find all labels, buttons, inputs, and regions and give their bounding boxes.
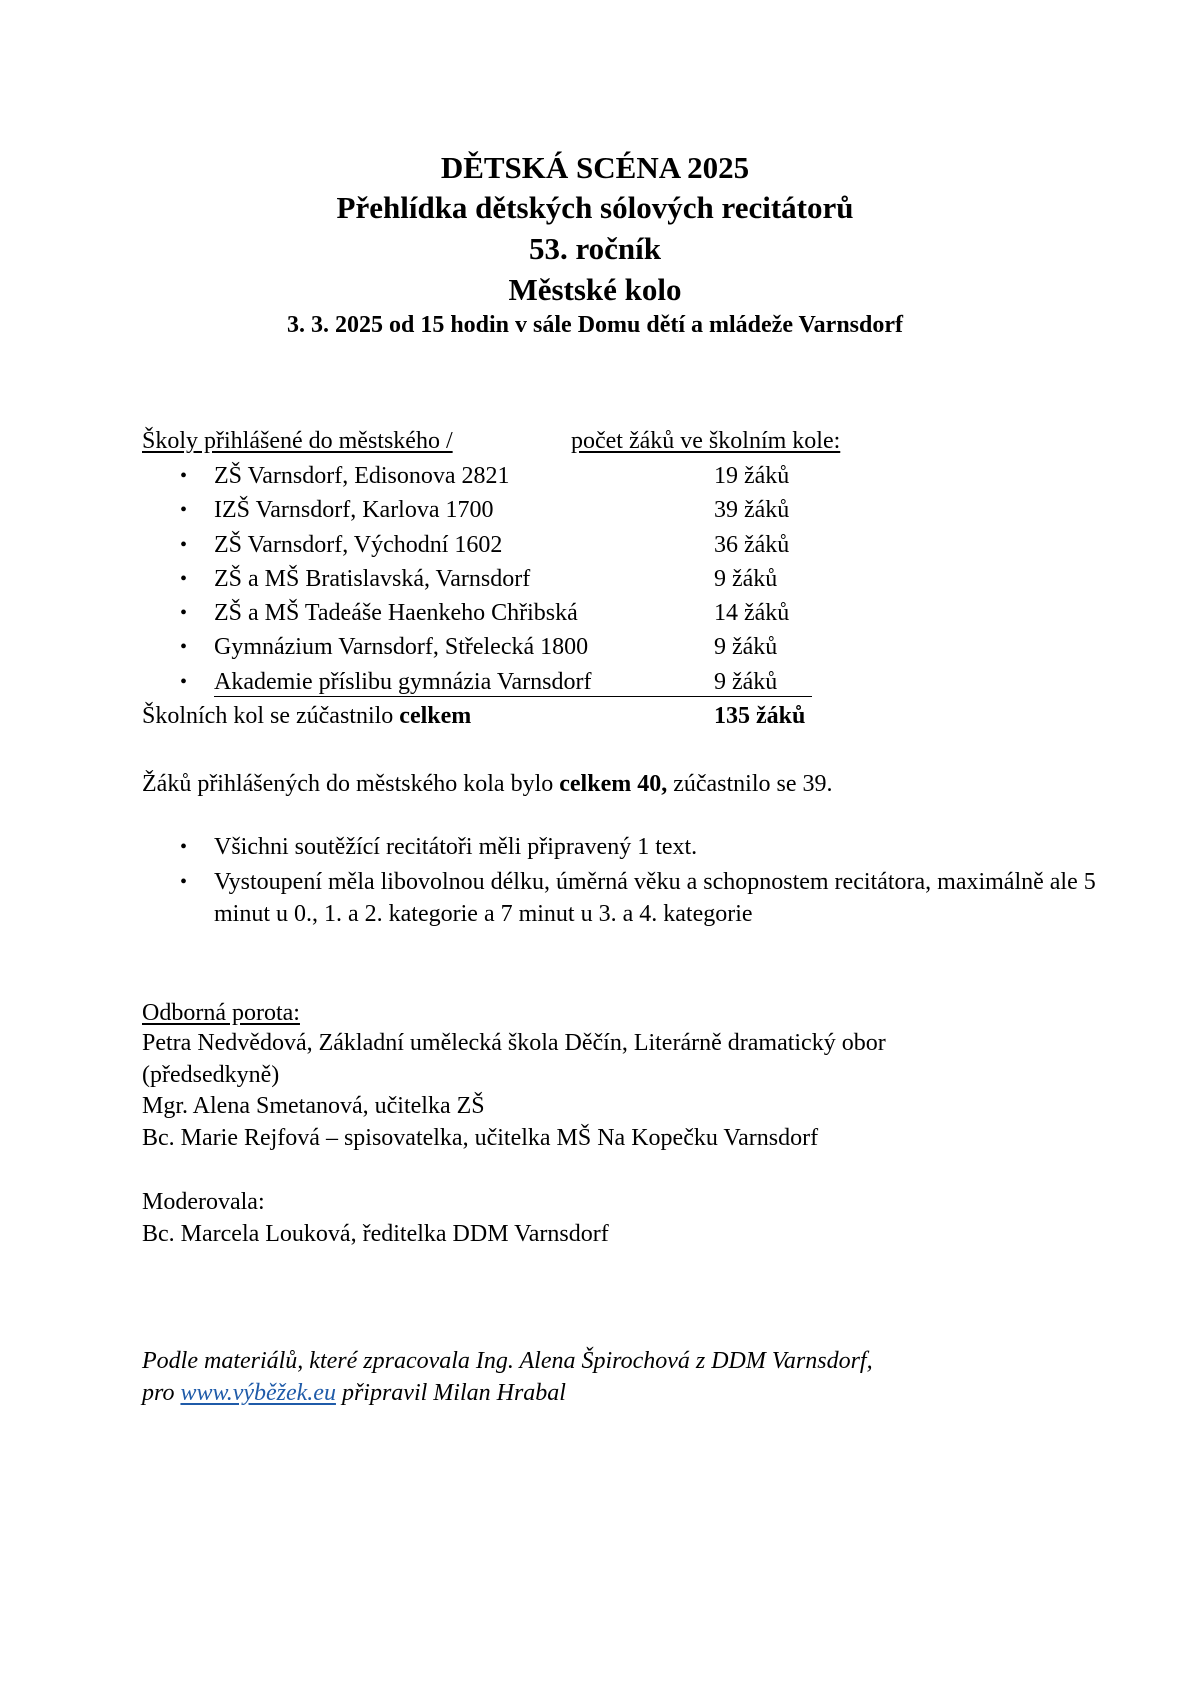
schools-heading-right: počet žáků ve školním kole: xyxy=(571,428,841,454)
list-item xyxy=(142,631,902,665)
registration-suffix: zúčastnilo se 39. xyxy=(667,771,833,797)
school-name: ZŠ a MŠ Bratislavská, Varnsdorf xyxy=(214,565,531,592)
school-name: Akademie příslibu gymnázia Varnsdorf xyxy=(214,668,592,695)
bullet-icon: • xyxy=(180,499,188,522)
footer-prefix: pro xyxy=(142,1380,181,1406)
school-count: 9 žáků xyxy=(714,668,778,695)
total-label-bold: celkem xyxy=(399,703,472,729)
school-name: IZŠ Varnsdorf, Karlova 1700 xyxy=(214,497,494,524)
school-count: 9 žáků xyxy=(714,565,778,592)
registration-bold: celkem 40, xyxy=(559,771,668,797)
total-label: Školních kol se zúčastnilo xyxy=(142,703,400,729)
school-name: Gymnázium Varnsdorf, Střelecká 1800 xyxy=(214,634,589,661)
moderator-heading: Moderovala: xyxy=(142,1189,265,1215)
bullet-icon: • xyxy=(180,567,188,590)
school-name: ZŠ Varnsdorf, Edisonova 2821 xyxy=(214,463,510,489)
event-subtitle: Přehlídka dětských sólových recitátorů xyxy=(336,190,854,225)
bullet-icon: • xyxy=(180,871,188,893)
edition-line: 53. ročník xyxy=(528,231,662,266)
school-count: 19 žáků xyxy=(714,463,790,489)
bullet-icon: • xyxy=(180,533,188,556)
bullet-icon: • xyxy=(180,602,188,625)
footer-credit-line2 xyxy=(142,1377,566,1409)
moderator-name: Bc. Marcela Louková, ředitelka DDM Varnsdorf xyxy=(142,1221,609,1247)
bullet-icon: • xyxy=(180,465,188,487)
list-item xyxy=(142,494,902,528)
website-link[interactable]: www.výběžek.eu xyxy=(180,1380,336,1406)
total-divider xyxy=(214,696,812,697)
school-count: 9 žáků xyxy=(714,634,778,661)
schools-heading xyxy=(142,425,841,457)
school-name: ZŠ Varnsdorf, Východní 1602 xyxy=(214,531,503,558)
jury-member: Bc. Marie Rejfová – spisovatelka, učitelka MŠ Na Kopečku Varnsdorf xyxy=(142,1125,819,1151)
total-value: 135 žáků xyxy=(714,703,806,729)
list-item xyxy=(142,529,902,563)
school-count: 36 žáků xyxy=(714,531,790,558)
jury-member: Petra Nedvědová, Základní umělecká škola Děčín, Literárně dramatický obor xyxy=(142,1030,886,1056)
school-list xyxy=(142,460,902,700)
footer-credit: Podle materiálů, které zpracovala Ing. Alena Špirochová z DDM Varnsdorf, xyxy=(142,1348,873,1374)
school-count: 39 žáků xyxy=(714,497,790,524)
list-item xyxy=(142,866,1102,930)
jury-member-role: (předsedkyně) xyxy=(142,1062,280,1088)
date-venue-line: 3. 3. 2025 od 15 hodin v sále Domu dětí a mládeže Varnsdorf xyxy=(286,312,904,338)
total-row xyxy=(142,700,902,732)
registration-summary xyxy=(142,768,833,800)
list-item xyxy=(142,460,902,494)
list-item xyxy=(142,831,1102,863)
registration-text: Žáků přihlášených do městského kola bylo xyxy=(142,771,560,797)
list-item xyxy=(142,666,902,700)
bullet-icon: • xyxy=(180,836,188,858)
school-count: 14 žáků xyxy=(714,600,790,627)
event-title: DĚTSKÁ SCÉNA 2025 xyxy=(440,150,750,185)
round-line: Městské kolo xyxy=(508,272,682,307)
jury-heading: Odborná porota: xyxy=(142,1000,300,1026)
rules-list xyxy=(142,831,1102,933)
list-item xyxy=(142,563,902,597)
bullet-icon: • xyxy=(180,636,188,659)
jury-member: Mgr. Alena Smetanová, učitelka ZŠ xyxy=(142,1093,485,1119)
bullet-icon: • xyxy=(180,670,188,693)
schools-heading-left: Školy přihlášené do městského / xyxy=(142,428,453,454)
footer-suffix: připravil Milan Hrabal xyxy=(335,1380,566,1406)
school-name: ZŠ a MŠ Tadeáše Haenkeho Chřibská xyxy=(214,600,578,627)
rule-text: Vystoupení měla libovolnou délku, úměrná věku a schopnostem recitátora, maximálně ale 5 minut u 0., 1. a 2. kategorie a 7 minut u 3. a 4. kategorie xyxy=(214,869,1096,927)
list-item xyxy=(142,597,902,631)
rule-text: Všichni soutěžící recitátoři měli připravený 1 text. xyxy=(214,834,698,860)
